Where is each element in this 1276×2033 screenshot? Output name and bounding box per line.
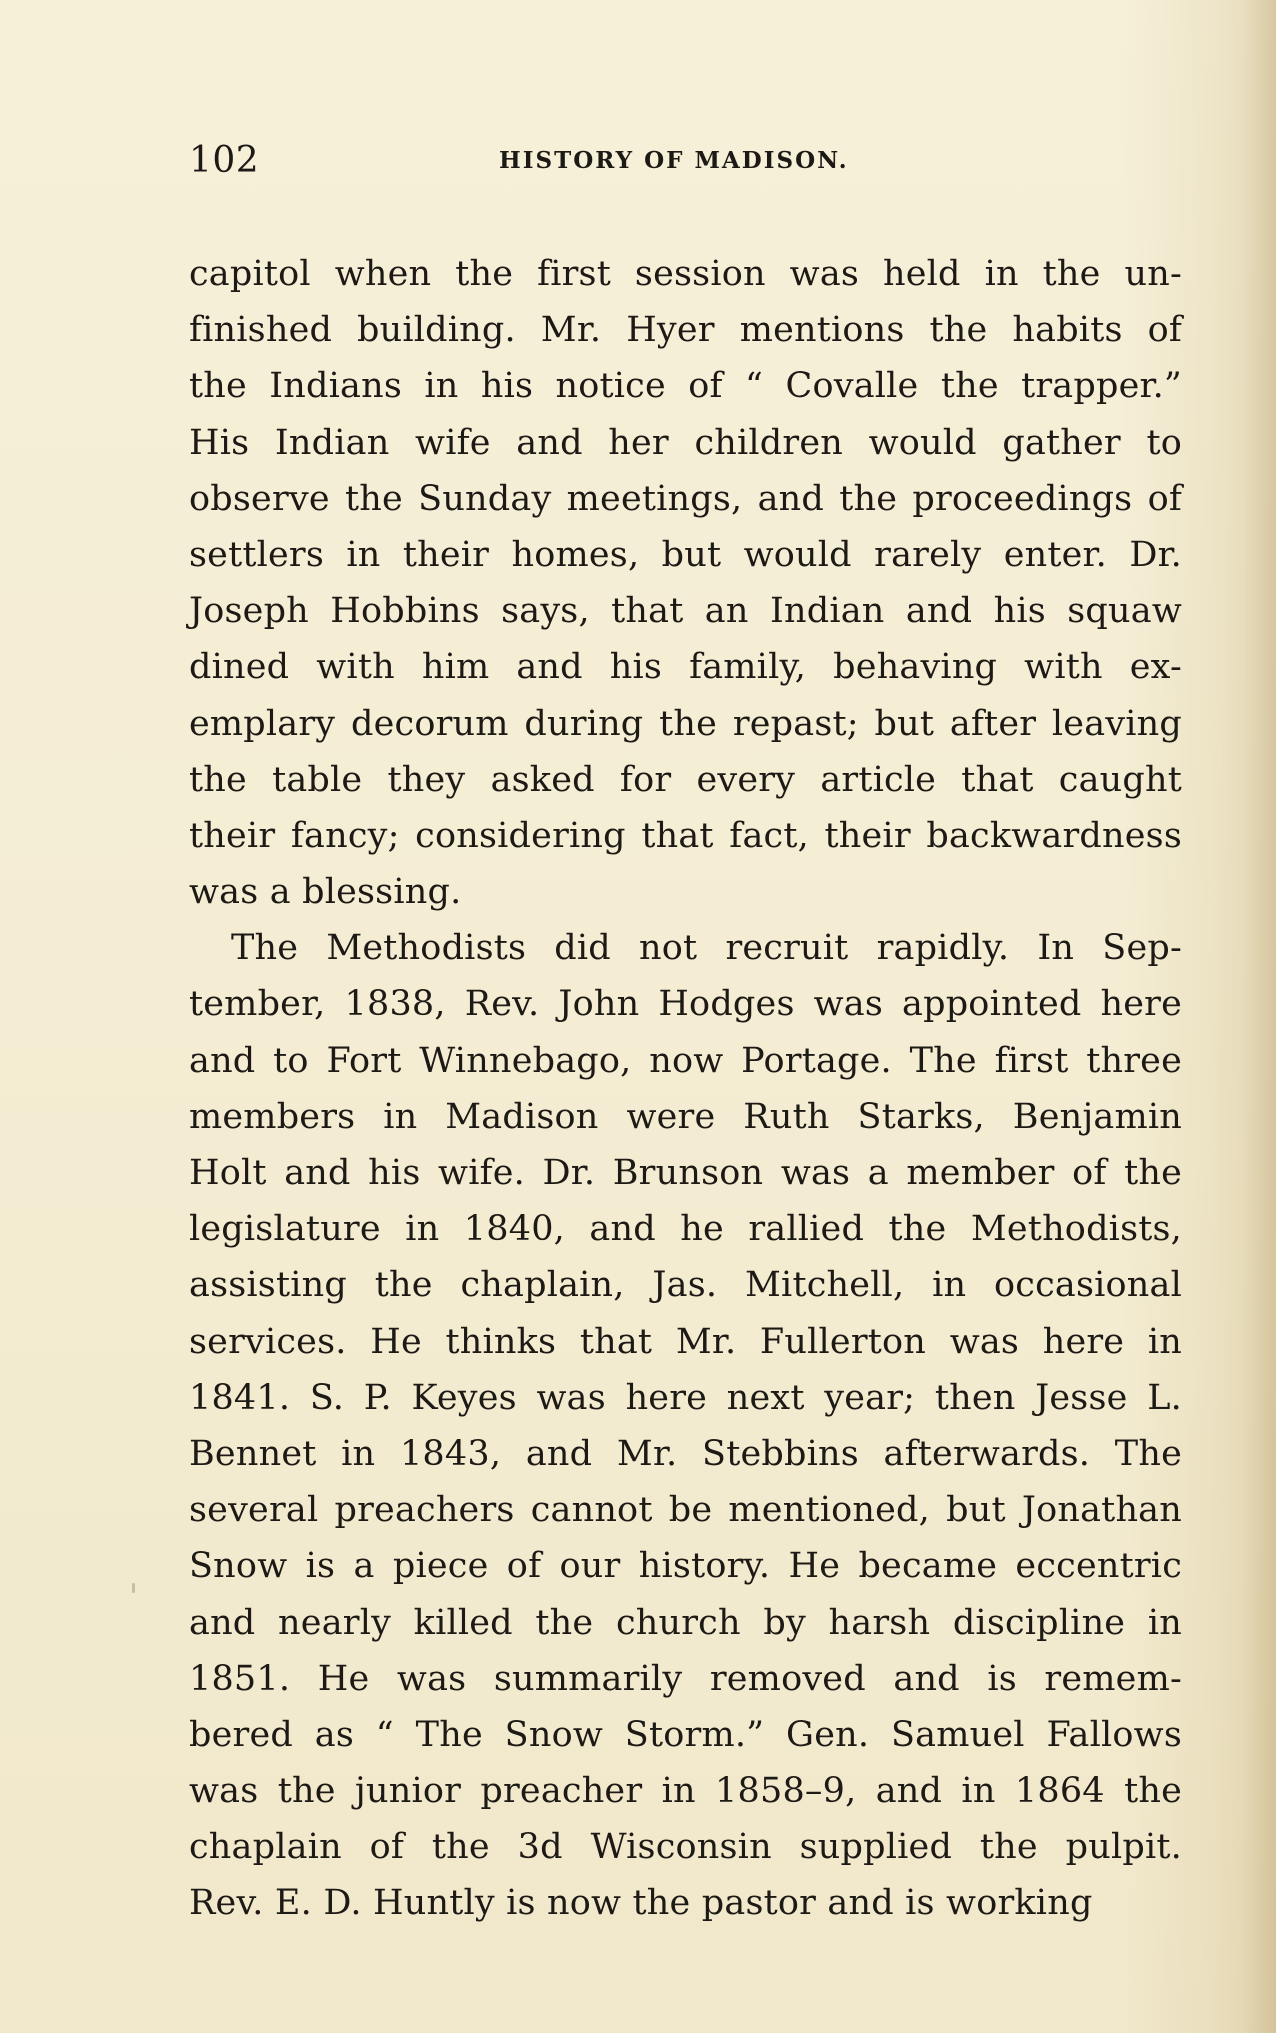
text-line: members in Madison were Ruth Starks, Benjamin [189, 1096, 1182, 1137]
running-head: HISTORY OF MADISON. [499, 147, 849, 174]
text-line: Rev. E. D. Huntly is now the pastor and is working [189, 1883, 1093, 1924]
text-line: finished building. Mr. Hyer mentions the habits of [189, 310, 1182, 351]
text-line: Joseph Hobbins says, that an Indian and his squaw [189, 591, 1182, 632]
text-line: assisting the chaplain, Jas. Mitchell, in occasional [189, 1265, 1182, 1306]
text-line: the Indians in his notice of “ Covalle the trapper.” [189, 366, 1182, 407]
paper-speck [132, 1583, 135, 1593]
text-line: His Indian wife and her children would gather to [189, 422, 1182, 463]
body-text [189, 246, 1182, 1932]
page-edge-shadow [1242, 0, 1276, 2033]
text-line: Bennet in 1843, and Mr. Stebbins afterwards. The [189, 1433, 1182, 1474]
text-line: 1841. S. P. Keyes was here next year; then Jesse L. [189, 1377, 1182, 1418]
text-line: 1851. He was summarily removed and is remem- [189, 1658, 1182, 1699]
text-line: was a blessing. [189, 872, 462, 913]
text-line: Snow is a piece of our history. He became eccentric [189, 1546, 1182, 1587]
page-number: 102 [189, 140, 260, 181]
page-header [189, 138, 1189, 184]
text-line: the table they asked for every article that caught [189, 759, 1182, 800]
text-line: their fancy; considering that fact, their backwardness [189, 815, 1182, 856]
text-line: capitol when the first session was held in the un- [189, 254, 1182, 294]
text-line: emplary decorum during the repast; but after leaving [189, 703, 1182, 744]
text-line: observe the Sunday meetings, and the proceedings of [189, 478, 1182, 519]
text-line: tember, 1838, Rev. John Hodges was appointed here [189, 984, 1182, 1025]
text-line: several preachers cannot be mentioned, but Jonathan [189, 1490, 1182, 1531]
text-line: dined with him and his family, behaving with ex- [189, 647, 1182, 688]
text-line: legislature in 1840, and he rallied the Methodists, [189, 1209, 1182, 1250]
text-line: and to Fort Winnebago, now Portage. The first three [189, 1040, 1182, 1081]
text-line: was the junior preacher in 1858–9, and in 1864 the [189, 1771, 1182, 1812]
paragraph-start-line: The Methodists did not recruit rapidly. In Sep- [231, 928, 1182, 969]
text-line: chaplain of the 3d Wisconsin supplied the pulpit. [189, 1827, 1182, 1868]
text-line: services. He thinks that Mr. Fullerton was here in [189, 1321, 1182, 1362]
text-line: bered as “ The Snow Storm.” Gen. Samuel Fallows [189, 1714, 1182, 1755]
text-line: and nearly killed the church by harsh discipline in [189, 1602, 1182, 1643]
text-line: settlers in their homes, but would rarely enter. Dr. [189, 534, 1182, 575]
text-line: Holt and his wife. Dr. Brunson was a member of the [189, 1153, 1182, 1193]
